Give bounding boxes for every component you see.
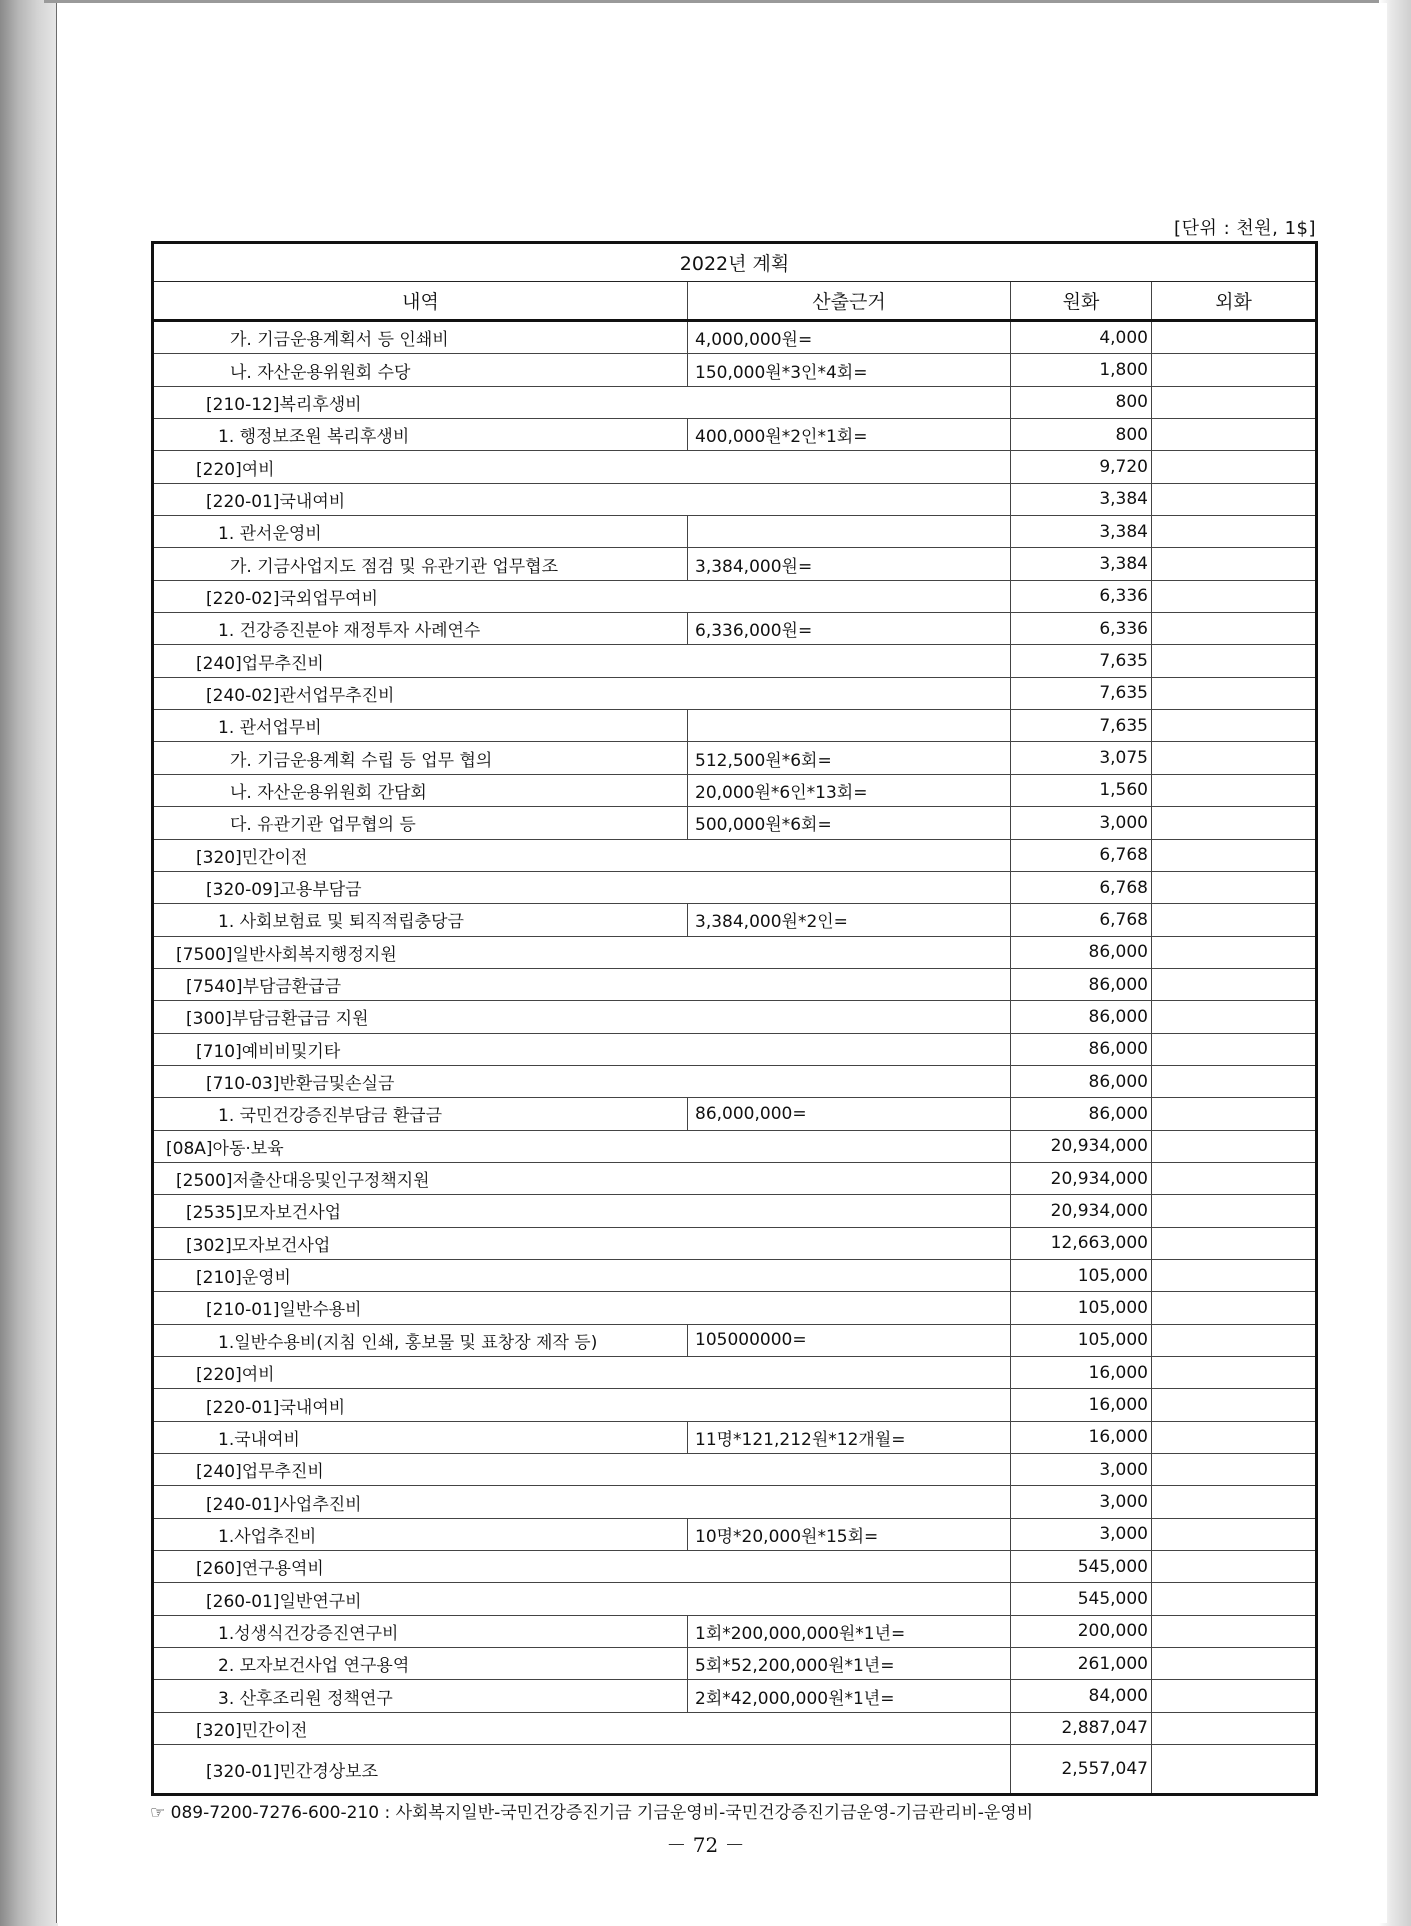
row-desc: 2. 모자보건사업 연구용역 <box>153 1648 688 1680</box>
row-desc: 가. 기금운용계획 수립 등 업무 협의 <box>153 742 688 774</box>
row-krw: 3,384 <box>1011 548 1152 580</box>
header-basis: 산출근거 <box>688 282 1011 321</box>
table-row <box>153 1551 1317 1583</box>
table-row <box>153 516 1317 548</box>
row-desc: 1. 관서업무비 <box>153 710 688 742</box>
row-krw: 6,336 <box>1011 580 1152 612</box>
row-basis <box>688 516 1011 548</box>
row-krw: 545,000 <box>1011 1583 1152 1615</box>
row-desc: [710-03]반환금및손실금 <box>153 1065 1011 1097</box>
table-row <box>153 677 1317 709</box>
row-krw: 105,000 <box>1011 1292 1152 1324</box>
table-row <box>153 1648 1317 1680</box>
row-desc: [302]모자보건사업 <box>153 1227 1011 1259</box>
table-row <box>153 774 1317 806</box>
row-krw: 86,000 <box>1011 1065 1152 1097</box>
row-fx <box>1152 419 1317 451</box>
row-krw: 86,000 <box>1011 968 1152 1000</box>
row-krw: 6,768 <box>1011 904 1152 936</box>
row-fx <box>1152 1680 1317 1712</box>
row-desc: [260]연구용역비 <box>153 1551 1011 1583</box>
row-krw: 105,000 <box>1011 1324 1152 1356</box>
row-fx <box>1152 1292 1317 1324</box>
row-desc: 나. 자산운용위원회 간담회 <box>153 774 688 806</box>
row-krw: 2,887,047 <box>1011 1712 1152 1744</box>
table-row <box>153 1454 1317 1486</box>
table-row <box>153 1615 1317 1647</box>
table-row <box>153 1680 1317 1712</box>
row-fx <box>1152 321 1317 354</box>
row-desc: [320]민간이전 <box>153 1712 1011 1744</box>
row-desc: [210-01]일반수용비 <box>153 1292 1011 1324</box>
row-krw: 3,000 <box>1011 1518 1152 1550</box>
row-krw: 86,000 <box>1011 1001 1152 1033</box>
row-krw: 86,000 <box>1011 1033 1152 1065</box>
row-desc: [220]여비 <box>153 1357 1011 1389</box>
row-fx <box>1152 645 1317 677</box>
row-basis: 86,000,000= <box>688 1098 1011 1130</box>
row-desc: [240]업무추진비 <box>153 1454 1011 1486</box>
table-row <box>153 1292 1317 1324</box>
row-krw: 800 <box>1011 419 1152 451</box>
row-krw: 16,000 <box>1011 1357 1152 1389</box>
row-fx <box>1152 1324 1317 1356</box>
table-title: 2022년 계획 <box>153 243 1317 282</box>
row-basis: 3,384,000원*2인= <box>688 904 1011 936</box>
row-desc: 1. 관서운영비 <box>153 516 688 548</box>
row-krw: 105,000 <box>1011 1259 1152 1291</box>
page-edge-shadow <box>0 0 58 1926</box>
row-krw: 4,000 <box>1011 321 1152 354</box>
row-krw: 12,663,000 <box>1011 1227 1152 1259</box>
row-basis: 4,000,000원= <box>688 321 1011 354</box>
row-krw: 3,384 <box>1011 483 1152 515</box>
row-krw: 86,000 <box>1011 936 1152 968</box>
row-fx <box>1152 968 1317 1000</box>
row-fx <box>1152 1098 1317 1130</box>
row-basis: 150,000원*3인*4회= <box>688 354 1011 386</box>
row-desc: 1.국내여비 <box>153 1421 688 1453</box>
row-fx <box>1152 354 1317 386</box>
row-basis: 500,000원*6회= <box>688 807 1011 839</box>
table-row <box>153 1421 1317 1453</box>
row-krw: 3,000 <box>1011 1486 1152 1518</box>
row-desc: 1. 국민건강증진부담금 환급금 <box>153 1098 688 1130</box>
row-desc: [220-01]국내여비 <box>153 1389 1011 1421</box>
row-krw: 20,934,000 <box>1011 1130 1152 1162</box>
row-basis: 400,000원*2인*1회= <box>688 419 1011 451</box>
table-row <box>153 1389 1317 1421</box>
row-basis: 6,336,000원= <box>688 613 1011 645</box>
row-fx <box>1152 1421 1317 1453</box>
row-fx <box>1152 516 1317 548</box>
table-row <box>153 936 1317 968</box>
row-desc: [240]업무추진비 <box>153 645 1011 677</box>
page-number: － 72 － <box>666 1833 745 1857</box>
row-fx <box>1152 483 1317 515</box>
row-fx <box>1152 1648 1317 1680</box>
row-krw: 1,800 <box>1011 354 1152 386</box>
table-row <box>153 419 1317 451</box>
row-fx <box>1152 1389 1317 1421</box>
row-basis: 1회*200,000,000원*1년= <box>688 1615 1011 1647</box>
row-fx <box>1152 936 1317 968</box>
table-row <box>153 1195 1317 1227</box>
row-desc: [240-01]사업추진비 <box>153 1486 1011 1518</box>
row-krw: 6,768 <box>1011 871 1152 903</box>
table-row <box>153 839 1317 871</box>
row-fx <box>1152 386 1317 418</box>
row-fx <box>1152 871 1317 903</box>
header-krw: 원화 <box>1011 282 1152 321</box>
row-desc: [220]여비 <box>153 451 1011 483</box>
table-row <box>153 451 1317 483</box>
row-fx <box>1152 580 1317 612</box>
table-row <box>153 1745 1317 1795</box>
header-fx: 외화 <box>1152 282 1317 321</box>
row-fx <box>1152 1227 1317 1259</box>
row-krw: 86,000 <box>1011 1098 1152 1130</box>
row-fx <box>1152 1130 1317 1162</box>
table-row <box>153 742 1317 774</box>
row-krw: 7,635 <box>1011 710 1152 742</box>
row-fx <box>1152 1551 1317 1583</box>
table-row <box>153 1357 1317 1389</box>
table-row <box>153 1065 1317 1097</box>
row-krw: 16,000 <box>1011 1389 1152 1421</box>
row-fx <box>1152 742 1317 774</box>
row-krw: 20,934,000 <box>1011 1195 1152 1227</box>
table-row <box>153 483 1317 515</box>
row-fx <box>1152 1065 1317 1097</box>
row-desc: [2535]모자보건사업 <box>153 1195 1011 1227</box>
row-basis: 512,500원*6회= <box>688 742 1011 774</box>
table-row <box>153 1259 1317 1291</box>
table-row <box>153 321 1317 354</box>
row-fx <box>1152 807 1317 839</box>
table-row <box>153 1712 1317 1744</box>
table-row <box>153 548 1317 580</box>
row-basis <box>688 710 1011 742</box>
unit-label: [단위 : 천원, 1$] <box>1174 218 1316 239</box>
row-desc: [710]예비비및기타 <box>153 1033 1011 1065</box>
footnote: ☞ 089-7200-7276-600-210 : 사회복지일반-국민건강증진기금 기금운영비-국민건강증진기금운영-기금관리비-운영비 <box>150 1803 1034 1823</box>
row-desc: [240-02]관서업무추진비 <box>153 677 1011 709</box>
row-desc: [220-01]국내여비 <box>153 483 1011 515</box>
row-krw: 2,557,047 <box>1011 1745 1152 1795</box>
table-row <box>153 1583 1317 1615</box>
row-fx <box>1152 774 1317 806</box>
row-krw: 3,000 <box>1011 1454 1152 1486</box>
row-fx <box>1152 548 1317 580</box>
row-krw: 200,000 <box>1011 1615 1152 1647</box>
table-row <box>153 1324 1317 1356</box>
row-krw: 9,720 <box>1011 451 1152 483</box>
row-krw: 6,768 <box>1011 839 1152 871</box>
row-krw: 3,075 <box>1011 742 1152 774</box>
row-fx <box>1152 451 1317 483</box>
row-krw: 20,934,000 <box>1011 1162 1152 1194</box>
table-row <box>153 1518 1317 1550</box>
row-desc: [7500]일반사회복지행정지원 <box>153 936 1011 968</box>
row-fx <box>1152 1712 1317 1744</box>
row-desc: 1. 행정보조원 복리후생비 <box>153 419 688 451</box>
row-desc: [08A]아동·보육 <box>153 1130 1011 1162</box>
table-row <box>153 710 1317 742</box>
row-basis: 10명*20,000원*15회= <box>688 1518 1011 1550</box>
row-desc: [320-01]민간경상보조 <box>153 1745 1011 1795</box>
row-fx <box>1152 1518 1317 1550</box>
row-desc: [260-01]일반연구비 <box>153 1583 1011 1615</box>
row-fx <box>1152 1357 1317 1389</box>
row-desc: [220-02]국외업무여비 <box>153 580 1011 612</box>
row-desc: 1. 건강증진분야 재정투자 사례연수 <box>153 613 688 645</box>
row-fx <box>1152 1745 1317 1795</box>
row-krw: 7,635 <box>1011 645 1152 677</box>
table-body <box>153 321 1317 1795</box>
row-basis: 20,000원*6인*13회= <box>688 774 1011 806</box>
table-row <box>153 1162 1317 1194</box>
table-row <box>153 807 1317 839</box>
row-fx <box>1152 1033 1317 1065</box>
table-row <box>153 1098 1317 1130</box>
table-row <box>153 1486 1317 1518</box>
row-basis: 11명*121,212원*12개월= <box>688 1421 1011 1453</box>
row-desc: 1. 사회보험료 및 퇴직적립충당금 <box>153 904 688 936</box>
row-fx <box>1152 1259 1317 1291</box>
row-desc: [210-12]복리후생비 <box>153 386 1011 418</box>
row-desc: 3. 산후조리원 정책연구 <box>153 1680 688 1712</box>
row-desc: [300]부담금환급금 지원 <box>153 1001 1011 1033</box>
row-basis: 105000000= <box>688 1324 1011 1356</box>
row-krw: 261,000 <box>1011 1648 1152 1680</box>
row-desc: [210]운영비 <box>153 1259 1011 1291</box>
table-row <box>153 1227 1317 1259</box>
row-krw: 16,000 <box>1011 1421 1152 1453</box>
table-row <box>153 968 1317 1000</box>
row-fx <box>1152 1486 1317 1518</box>
row-krw: 3,384 <box>1011 516 1152 548</box>
row-desc: 가. 기금사업지도 점검 및 유관기관 업무협조 <box>153 548 688 580</box>
row-fx <box>1152 1195 1317 1227</box>
table-row <box>153 904 1317 936</box>
row-fx <box>1152 1162 1317 1194</box>
row-desc: [7540]부담금환급금 <box>153 968 1011 1000</box>
row-desc: [320]민간이전 <box>153 839 1011 871</box>
row-krw: 6,336 <box>1011 613 1152 645</box>
row-fx <box>1152 1454 1317 1486</box>
row-fx <box>1152 839 1317 871</box>
row-fx <box>1152 904 1317 936</box>
row-krw: 545,000 <box>1011 1551 1152 1583</box>
header-desc: 내역 <box>153 282 688 321</box>
row-basis: 3,384,000원= <box>688 548 1011 580</box>
table-row <box>153 354 1317 386</box>
row-krw: 800 <box>1011 386 1152 418</box>
row-basis: 2회*42,000,000원*1년= <box>688 1680 1011 1712</box>
row-fx <box>1152 1583 1317 1615</box>
table-row <box>153 1001 1317 1033</box>
row-fx <box>1152 613 1317 645</box>
table-row <box>153 1033 1317 1065</box>
table-row <box>153 645 1317 677</box>
row-desc: 다. 유관기관 업무협의 등 <box>153 807 688 839</box>
row-desc: [2500]저출산대응및인구정책지원 <box>153 1162 1011 1194</box>
table-row <box>153 580 1317 612</box>
row-desc: 나. 자산운용위원회 수당 <box>153 354 688 386</box>
row-desc: 1.일반수용비(지침 인쇄, 홍보물 및 표창장 제작 등) <box>153 1324 688 1356</box>
budget-table <box>151 241 1318 1796</box>
row-desc: [320-09]고용부담금 <box>153 871 1011 903</box>
row-fx <box>1152 1001 1317 1033</box>
row-fx <box>1152 677 1317 709</box>
row-desc: 가. 기금운용계획서 등 인쇄비 <box>153 321 688 354</box>
table-row <box>153 871 1317 903</box>
row-fx <box>1152 710 1317 742</box>
row-krw: 1,560 <box>1011 774 1152 806</box>
table-row <box>153 386 1317 418</box>
row-fx <box>1152 1615 1317 1647</box>
row-desc: 1.사업추진비 <box>153 1518 688 1550</box>
table-row <box>153 1130 1317 1162</box>
row-basis: 5회*52,200,000원*1년= <box>688 1648 1011 1680</box>
row-krw: 7,635 <box>1011 677 1152 709</box>
row-krw: 3,000 <box>1011 807 1152 839</box>
row-krw: 84,000 <box>1011 1680 1152 1712</box>
row-desc: 1.성생식건강증진연구비 <box>153 1615 688 1647</box>
table-row <box>153 613 1317 645</box>
